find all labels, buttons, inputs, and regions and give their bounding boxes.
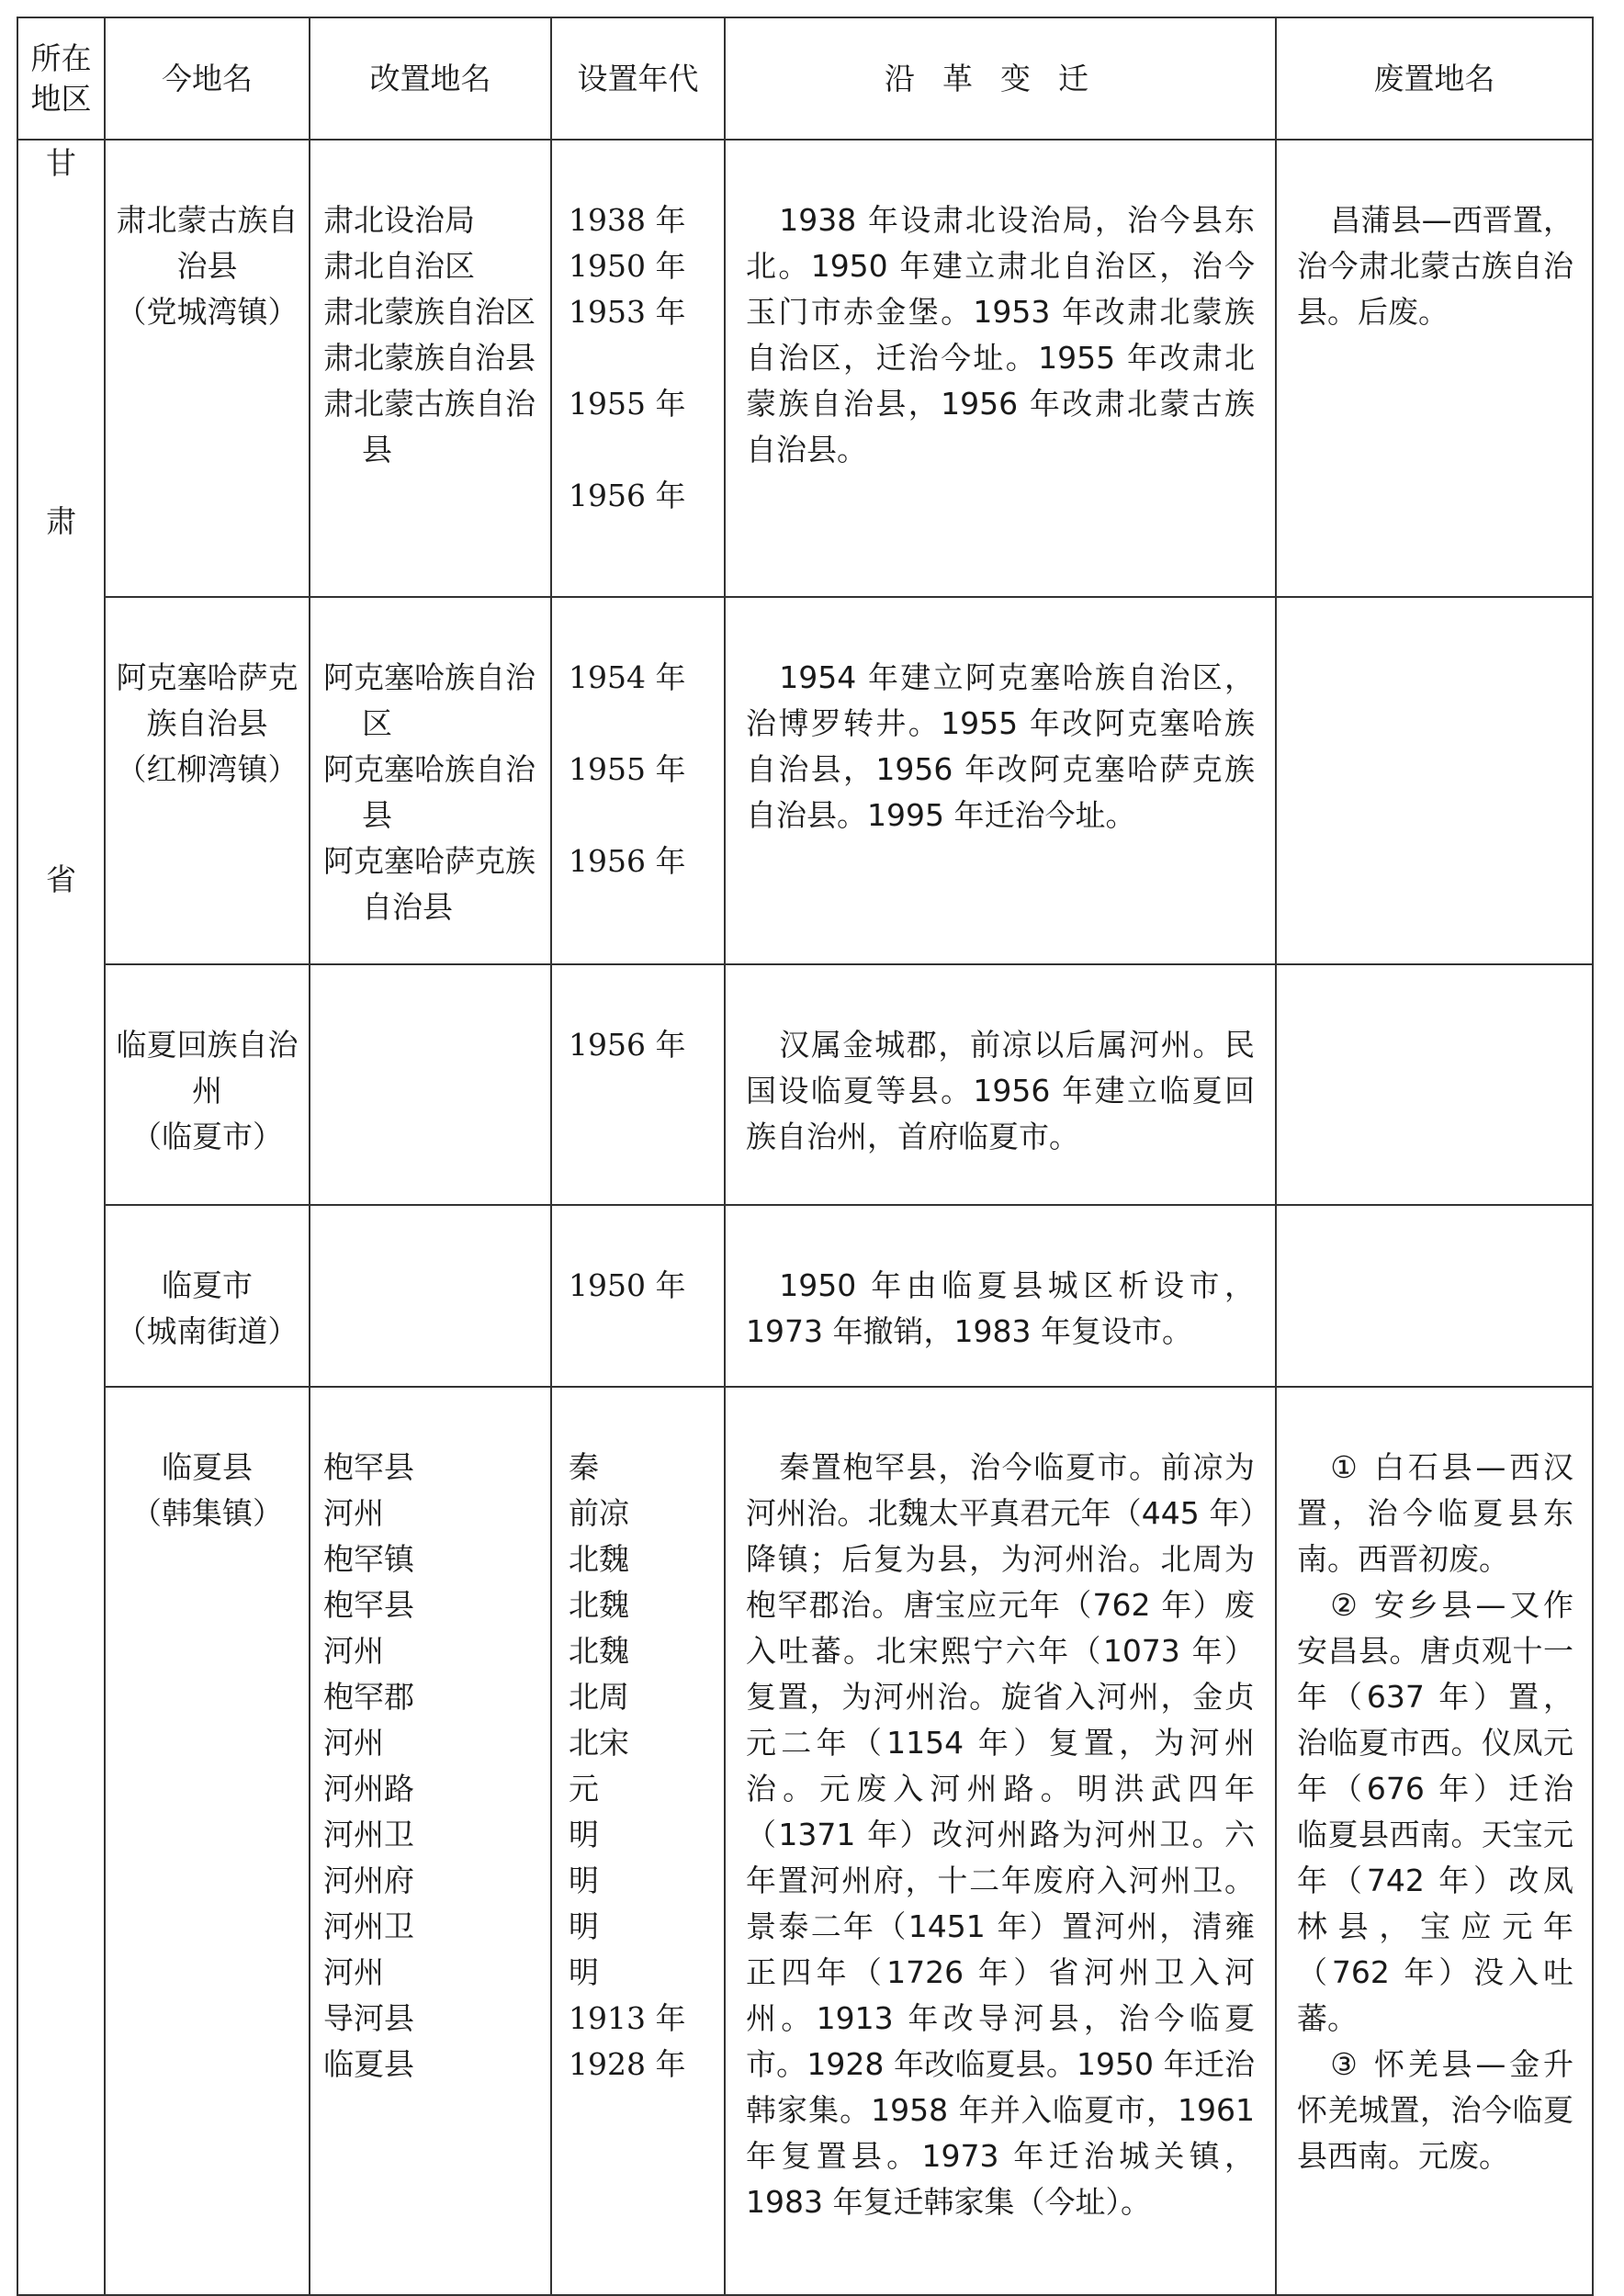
header-former-names: 改置地名 — [310, 17, 551, 140]
year-value: 1950 年 — [569, 248, 686, 284]
former-name: 河州 — [323, 1495, 384, 1531]
header-region: 所在地区 — [17, 17, 105, 140]
former-name: 河州府 — [323, 1863, 414, 1898]
header-row — [17, 17, 1593, 140]
history-cell: 1950 年由临夏县城区析设市，1973 年撤销，1983 年复设市。 — [725, 1205, 1276, 1387]
table-row — [17, 140, 1593, 597]
year-value: 北魏 — [569, 1633, 629, 1669]
abolished-item: 昌蒲县—西晋置，治今肃北蒙古族自治县。后废。 — [1297, 202, 1573, 330]
former-name: 枹罕镇 — [323, 1541, 414, 1577]
former-name: 河州卫 — [323, 1817, 414, 1852]
former-name: 阿克塞哈族自治区 — [323, 659, 536, 741]
year-value: 1955 年 — [569, 751, 686, 787]
year-value: 北魏 — [569, 1587, 629, 1623]
years-cell — [551, 1387, 725, 2295]
year-value: 北魏 — [569, 1541, 629, 1577]
former-name: 河州路 — [323, 1771, 414, 1806]
year-value: 元 — [569, 1771, 599, 1806]
former-names-cell — [310, 1387, 551, 2295]
modern-name: 临夏市 — [162, 1267, 253, 1303]
history-cell: 1954 年建立阿克塞哈族自治区，治博罗转井。1955 年改阿克塞哈族自治县，1956 年改阿克塞哈萨克族自治县。1995 年迁治今址。 — [725, 597, 1276, 964]
former-name: 河州卫 — [323, 1908, 414, 1944]
modern-name-cell — [105, 1205, 310, 1387]
former-names-cell — [310, 1205, 551, 1387]
former-name: 河州 — [323, 1633, 384, 1669]
former-names-cell — [310, 597, 551, 964]
year-value: 1913 年 — [569, 2000, 686, 2036]
former-name: 枹罕县 — [323, 1449, 414, 1485]
former-names-cell — [310, 964, 551, 1205]
region-cell — [17, 140, 105, 2295]
modern-seat: （党城湾镇） — [116, 294, 299, 330]
region-char: 甘 — [46, 145, 76, 181]
header-history-text: 沿革变迁 — [885, 60, 1116, 96]
former-name: 肃北蒙族自治区 — [323, 294, 536, 330]
year-value: 明 — [569, 1863, 599, 1898]
year-value: 1938 年 — [569, 202, 686, 238]
year-gap — [569, 793, 711, 838]
year-value: 1954 年 — [569, 659, 686, 695]
abolished-item: ③ 怀羌县—金升怀羌城置，治今临夏县西南。元废。 — [1297, 2046, 1573, 2174]
history-cell: 1938 年设肃北设治局，治今县东北。1950 年建立肃北自治区，治今玉门市赤金堡。1953 年改肃北蒙族自治区，迁治今址。1955 年改肃北蒙族自治县，1956 年改肃北蒙古族自治县。 — [725, 140, 1276, 597]
former-name: 肃北设治局 — [323, 202, 475, 238]
modern-name-cell — [105, 597, 310, 964]
modern-name: 肃北蒙古族自治县 — [116, 202, 299, 284]
modern-seat: （城南街道） — [116, 1313, 299, 1349]
modern-seat: （红柳湾镇） — [116, 751, 299, 787]
year-value: 北宋 — [569, 1725, 629, 1761]
modern-name: 阿克塞哈萨克族自治县 — [116, 659, 299, 741]
former-name: 枹罕郡 — [323, 1679, 414, 1715]
year-value: 1956 年 — [569, 843, 686, 879]
year-value: 北周 — [569, 1679, 629, 1715]
modern-name-cell — [105, 140, 310, 597]
region-char: 肃 — [46, 503, 76, 539]
abolished-cell — [1276, 597, 1593, 964]
year-value: 1953 年 — [569, 294, 686, 330]
gazetteer-table — [17, 17, 1594, 2296]
former-name: 阿克塞哈萨克族自治县 — [323, 843, 536, 925]
year-value: 1956 年 — [569, 1027, 686, 1063]
table-row — [17, 1387, 1593, 2295]
modern-name: 临夏回族自治州 — [116, 1027, 299, 1109]
years-cell — [551, 964, 725, 1205]
former-name: 导河县 — [323, 2000, 414, 2036]
former-name: 河州 — [323, 1954, 384, 1990]
year-value: 1950 年 — [569, 1267, 686, 1303]
abolished-cell — [1276, 1387, 1593, 2295]
year-value: 1956 年 — [569, 478, 686, 513]
history-cell: 汉属金城郡，前凉以后属河州。民国设临夏等县。1956 年建立临夏回族自治州，首府临夏市。 — [725, 964, 1276, 1205]
year-gap — [569, 701, 711, 747]
former-name: 肃北蒙古族自治县 — [323, 386, 536, 467]
modern-name: 临夏县 — [162, 1449, 253, 1485]
year-gap — [569, 427, 711, 473]
history-cell: 秦置枹罕县，治今临夏市。前凉为河州治。北魏太平真君元年（445 年）降镇；后复为县，为河州治。北周为枹罕郡治。唐宝应元年（762 年）废入吐蕃。北宋熙宁六年（1073 年）复置，为河州治。旋省入河州，金贞元二年（1154 年）复置，为河州治。元废入河州路。明洪武四年（1371 年）改河州路为河州卫。六年置河州府，十二年废府入河州卫。景泰二年（1451 年）置河州，清雍正四年（1726 年）省河州卫入河州。1913 年改导河县，治今临夏市。1928 年改临夏县。1950 年迁治韩家集。1958 年并入临夏市，1961 年复置县。1973 年迁治城关镇，1983 年复迁韩家集（今址）。 — [725, 1387, 1276, 2295]
header-history — [725, 17, 1276, 140]
abolished-cell — [1276, 1205, 1593, 1387]
abolished-cell — [1276, 964, 1593, 1205]
former-names-cell — [310, 140, 551, 597]
table-row — [17, 964, 1593, 1205]
abolished-item: ① 白石县—西汉置，治今临夏县东南。西晋初废。 — [1297, 1449, 1573, 1577]
year-gap — [569, 335, 711, 381]
year-value: 前凉 — [569, 1495, 629, 1531]
former-name: 阿克塞哈族自治县 — [323, 751, 536, 833]
year-value: 明 — [569, 1817, 599, 1852]
year-value: 明 — [569, 1954, 599, 1990]
former-name: 河州 — [323, 1725, 384, 1761]
former-name: 枹罕县 — [323, 1587, 414, 1623]
header-abolished: 废置地名 — [1276, 17, 1593, 140]
former-name: 临夏县 — [323, 2046, 414, 2082]
abolished-item: ② 安乡县—又作安昌县。唐贞观十一年（637 年）置，治临夏市西。仪凤元年（676 年）迁治临夏县西南。天宝元年（742 年）改凤林县，宝应元年（762 年）没入吐蕃。 — [1297, 1587, 1573, 2036]
year-value: 秦 — [569, 1449, 599, 1485]
abolished-cell — [1276, 140, 1593, 597]
modern-name-cell — [105, 1387, 310, 2295]
former-name: 肃北蒙族自治县 — [323, 340, 536, 376]
table-row — [17, 1205, 1593, 1387]
years-cell — [551, 140, 725, 597]
year-value: 明 — [569, 1908, 599, 1944]
modern-seat: （临夏市） — [131, 1119, 283, 1154]
year-value: 1928 年 — [569, 2046, 686, 2082]
table-row — [17, 597, 1593, 964]
year-value: 1955 年 — [569, 386, 686, 422]
years-cell — [551, 1205, 725, 1387]
header-modern-name: 今地名 — [105, 17, 310, 140]
former-name: 肃北自治区 — [323, 248, 475, 284]
modern-seat: （韩集镇） — [131, 1495, 283, 1531]
header-year-set: 设置年代 — [551, 17, 725, 140]
modern-name-cell — [105, 964, 310, 1205]
years-cell — [551, 597, 725, 964]
region-char: 省 — [46, 861, 76, 897]
